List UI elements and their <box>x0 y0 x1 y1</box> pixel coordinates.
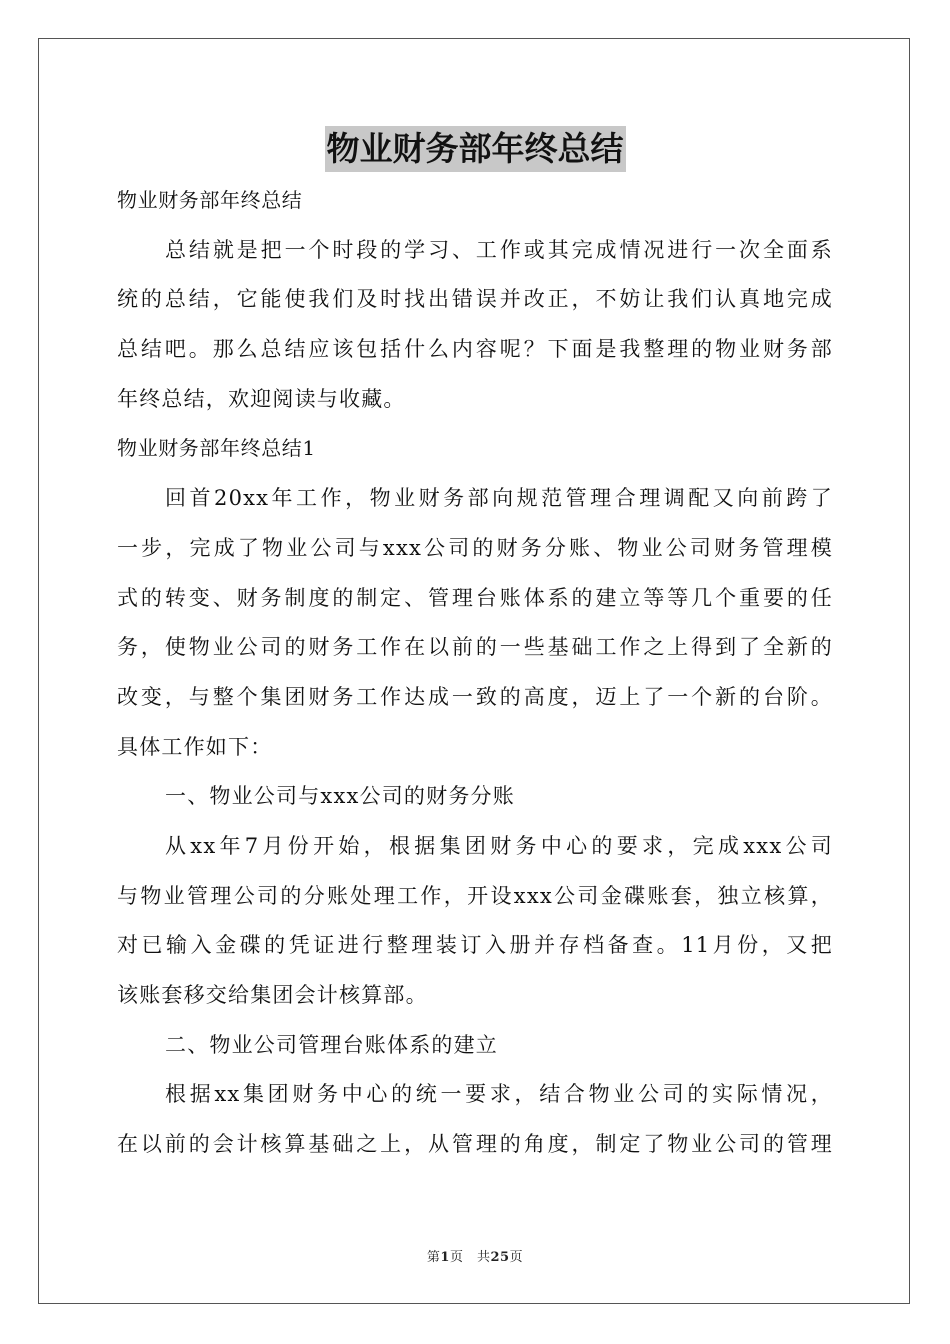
document-body <box>117 176 833 1170</box>
current-page-number: 1 <box>440 1250 450 1265</box>
total-page-count: 25 <box>490 1250 510 1265</box>
paragraph-line: 在以前的会计核算基础之上，从管理的角度，制定了物业公司的管理 <box>117 1132 833 1157</box>
page-suffix: 页 <box>509 1250 524 1265</box>
page-separator: 页 共 <box>449 1250 491 1265</box>
paragraph-line: 改变，与整个集团财务工作达成一致的高度，迈上了一个新的台阶。 <box>117 684 833 709</box>
paragraph-line: 对已输入金碟的凭证进行整理装订入册并存档备查。11月份，又把 <box>117 933 833 958</box>
subsection-heading: 二、物业公司管理台账体系的建立 <box>165 1032 498 1057</box>
paragraph-line: 年终总结，欢迎阅读与收藏。 <box>117 386 406 411</box>
paragraph-line: 总结就是把一个时段的学习、工作或其完成情况进行一次全面系 <box>165 237 833 262</box>
paragraph-line: 根据xx集团财务中心的统一要求，结合物业公司的实际情况， <box>165 1082 833 1107</box>
paragraph-line: 务，使物业公司的财务工作在以前的一些基础工作之上得到了全新的 <box>117 635 833 660</box>
page-footer <box>0 1246 950 1265</box>
paragraph-line: 具体工作如下： <box>117 734 273 759</box>
paragraph-line: 与物业管理公司的分账处理工作，开设xxx公司金碟账套，独立核算， <box>117 883 833 908</box>
paragraph-line: 总结吧。那么总结应该包括什么内容呢？下面是我整理的物业财务部 <box>117 337 833 362</box>
paragraph-line: 式的转变、财务制度的制定、管理台账体系的建立等等几个重要的任 <box>117 585 833 610</box>
subsection-heading: 一、物业公司与xxx公司的财务分账 <box>165 784 515 809</box>
paragraph-line: 一步，完成了物业公司与xxx公司的财务分账、物业公司财务管理模 <box>117 535 833 560</box>
paragraph-line: 回首20xx年工作，物业财务部向规范管理合理调配又向前跨了 <box>165 486 833 511</box>
subtitle-line: 物业财务部年终总结 <box>117 188 303 212</box>
title-block <box>0 126 950 172</box>
paragraph-line: 统的总结，它能使我们及时找出错误并改正，不妨让我们认真地完成 <box>117 287 833 312</box>
section-heading: 物业财务部年终总结1 <box>117 436 316 461</box>
page-prefix: 第 <box>426 1250 441 1265</box>
paragraph-line: 从xx年7月份开始，根据集团财务中心的要求，完成xxx公司 <box>165 833 833 858</box>
paragraph-line: 该账套移交给集团会计核算部。 <box>117 983 428 1007</box>
document-title: 物业财务部年终总结 <box>325 126 626 172</box>
